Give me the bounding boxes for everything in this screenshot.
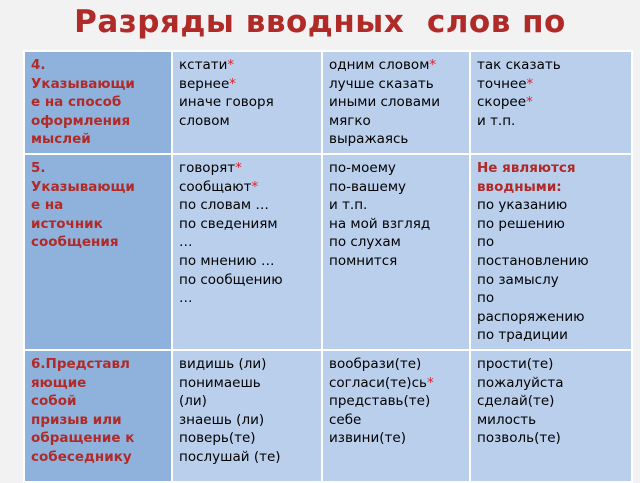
example-word-text: понимаешь bbox=[179, 374, 261, 391]
example-word bbox=[179, 271, 315, 290]
example-word bbox=[477, 289, 625, 308]
example-word-text: вернее bbox=[179, 75, 230, 92]
example-cell bbox=[322, 154, 470, 350]
asterisk-mark: * bbox=[429, 57, 437, 73]
category-line: сообщения bbox=[31, 234, 119, 251]
example-word-text: на мой взгляд bbox=[329, 215, 431, 232]
example-word bbox=[477, 215, 625, 234]
example-word bbox=[477, 93, 625, 112]
example-word-text: помнится bbox=[329, 252, 398, 269]
example-word-text: по замыслу bbox=[477, 271, 559, 288]
example-word bbox=[179, 112, 315, 131]
example-word-text: поверь(те) bbox=[179, 430, 256, 447]
category-line: Указывающи bbox=[31, 75, 135, 92]
example-word-text: по-вашему bbox=[329, 178, 407, 195]
example-cell bbox=[172, 154, 322, 350]
example-word-text: и т.п. bbox=[477, 112, 516, 129]
example-word bbox=[329, 75, 463, 94]
example-word-text: послушай (те) bbox=[179, 448, 281, 465]
example-word bbox=[179, 252, 315, 271]
example-word-text: мягко bbox=[329, 112, 371, 129]
example-word-text: сделай(те) bbox=[477, 393, 555, 410]
example-word-text: словом bbox=[179, 112, 230, 129]
example-word bbox=[477, 355, 625, 374]
example-word bbox=[179, 355, 315, 374]
category-line: собой bbox=[31, 393, 77, 410]
example-word-text: извини(те) bbox=[329, 430, 406, 447]
example-word bbox=[179, 178, 315, 197]
asterisk-mark: * bbox=[426, 374, 434, 391]
example-word-text: … bbox=[179, 234, 193, 251]
example-word bbox=[477, 252, 625, 271]
example-word-text: представь(те) bbox=[329, 393, 431, 410]
asterisk-mark: * bbox=[235, 159, 242, 176]
example-word-text: так сказать bbox=[477, 57, 561, 73]
asterisk-mark: * bbox=[227, 57, 235, 73]
example-word bbox=[329, 252, 463, 271]
example-word-text: согласи(те)сь bbox=[329, 374, 427, 391]
category-line: 6.Представл bbox=[31, 355, 130, 372]
example-word-text: распоряжению bbox=[477, 308, 585, 325]
example-word bbox=[179, 215, 315, 234]
category-line: 4. bbox=[31, 57, 46, 73]
asterisk-mark: * bbox=[526, 75, 534, 92]
example-word-text: говорят bbox=[179, 159, 236, 176]
example-word-text: по сведениям bbox=[179, 215, 278, 232]
example-cell bbox=[172, 51, 322, 154]
example-word-text: милость bbox=[477, 411, 537, 428]
example-word-text: вообрази(те) bbox=[329, 355, 422, 372]
example-word bbox=[179, 448, 315, 467]
example-word-text: … bbox=[179, 290, 193, 307]
example-word bbox=[329, 112, 463, 131]
example-word bbox=[179, 392, 315, 411]
example-cell bbox=[470, 154, 632, 350]
asterisk-mark: * bbox=[229, 75, 237, 92]
example-word-text: одним словом bbox=[329, 57, 430, 73]
example-word bbox=[179, 75, 315, 94]
example-word-text: кстати bbox=[179, 57, 228, 73]
example-word bbox=[477, 429, 625, 448]
example-word-text: по мнению … bbox=[179, 252, 275, 269]
example-word bbox=[329, 429, 463, 448]
category-line: мыслей bbox=[31, 131, 91, 148]
example-word-text: знаешь (ли) bbox=[179, 411, 265, 428]
not-introductory-heading: Не являются bbox=[477, 159, 576, 176]
example-word-text: прости(те) bbox=[477, 355, 554, 372]
example-word-text: позволь(те) bbox=[477, 430, 561, 447]
category-line: яющие bbox=[31, 374, 87, 391]
category-line: обращение к bbox=[31, 430, 135, 447]
example-word-text: (ли) bbox=[179, 393, 207, 410]
example-word bbox=[329, 233, 463, 252]
example-word bbox=[477, 411, 625, 430]
example-word-text: по словам … bbox=[179, 197, 269, 214]
example-word-text: сообщают bbox=[179, 178, 252, 195]
example-word bbox=[477, 112, 625, 131]
example-word-text: по традиции bbox=[477, 327, 568, 344]
example-cell bbox=[322, 51, 470, 154]
category-line: источник bbox=[31, 215, 103, 232]
example-word bbox=[477, 392, 625, 411]
example-word-text: по сообщению bbox=[179, 271, 283, 288]
example-word bbox=[329, 355, 463, 374]
example-word-text: постановлению bbox=[477, 252, 589, 269]
example-word bbox=[179, 56, 315, 75]
example-word-text: иначе говоря bbox=[179, 94, 274, 111]
category-line: собеседнику bbox=[31, 448, 132, 465]
example-word bbox=[179, 93, 315, 112]
example-word bbox=[477, 233, 625, 252]
example-word bbox=[329, 392, 463, 411]
example-word bbox=[477, 326, 625, 345]
example-word-text: по bbox=[477, 234, 495, 251]
example-word-text: по слухам bbox=[329, 234, 401, 251]
example-word bbox=[179, 233, 315, 252]
example-word-text: и т.п. bbox=[329, 197, 368, 214]
example-word bbox=[329, 411, 463, 430]
example-word bbox=[329, 178, 463, 197]
example-word bbox=[329, 93, 463, 112]
example-word bbox=[179, 411, 315, 430]
example-word bbox=[179, 159, 315, 178]
example-word bbox=[329, 130, 463, 149]
example-word bbox=[329, 159, 463, 178]
example-word-text: по-моему bbox=[329, 159, 396, 176]
example-word bbox=[329, 196, 463, 215]
example-word bbox=[477, 271, 625, 290]
example-word-text: выражаясь bbox=[329, 131, 409, 148]
asterisk-mark: * bbox=[251, 178, 259, 195]
category-line: 5. bbox=[31, 159, 46, 176]
example-word bbox=[179, 429, 315, 448]
example-word bbox=[477, 75, 625, 94]
example-word-text: видишь (ли) bbox=[179, 355, 267, 372]
example-word bbox=[477, 56, 625, 75]
example-word-text: по решению bbox=[477, 215, 565, 232]
example-word-text: иными словами bbox=[329, 94, 441, 111]
table-row bbox=[24, 51, 632, 154]
example-word-text: лучше сказать bbox=[329, 75, 434, 92]
asterisk-mark: * bbox=[526, 94, 533, 111]
example-word bbox=[329, 215, 463, 234]
category-line: е на bbox=[31, 197, 64, 214]
example-word bbox=[329, 56, 463, 75]
table-row bbox=[24, 350, 632, 482]
example-word-text: точнее bbox=[477, 75, 527, 92]
category-line: Указывающи bbox=[31, 178, 135, 195]
example-word bbox=[477, 374, 625, 393]
not-introductory-heading: вводными: bbox=[477, 178, 562, 195]
example-word-text: по указанию bbox=[477, 197, 568, 214]
category-line: оформления bbox=[31, 112, 131, 129]
example-cell bbox=[470, 350, 632, 482]
example-word bbox=[477, 196, 625, 215]
example-word-text: скорее bbox=[477, 94, 527, 111]
category-line: е на способ bbox=[31, 94, 122, 111]
table-row bbox=[24, 154, 632, 350]
example-cell bbox=[470, 51, 632, 154]
category-cell bbox=[24, 51, 172, 154]
slide-title: Разряды вводных слов по bbox=[74, 4, 566, 40]
category-cell bbox=[24, 350, 172, 482]
example-word-text: себе bbox=[329, 411, 362, 428]
introductory-words-table bbox=[23, 50, 633, 483]
example-word bbox=[477, 308, 625, 327]
example-word bbox=[179, 289, 315, 308]
example-word-text: по bbox=[477, 290, 495, 307]
category-line: призыв или bbox=[31, 411, 122, 428]
category-cell bbox=[24, 154, 172, 350]
example-word bbox=[179, 196, 315, 215]
example-word bbox=[329, 374, 463, 393]
example-word bbox=[179, 374, 315, 393]
example-word-text: пожалуйста bbox=[477, 374, 564, 391]
example-cell bbox=[172, 350, 322, 482]
example-cell bbox=[322, 350, 470, 482]
